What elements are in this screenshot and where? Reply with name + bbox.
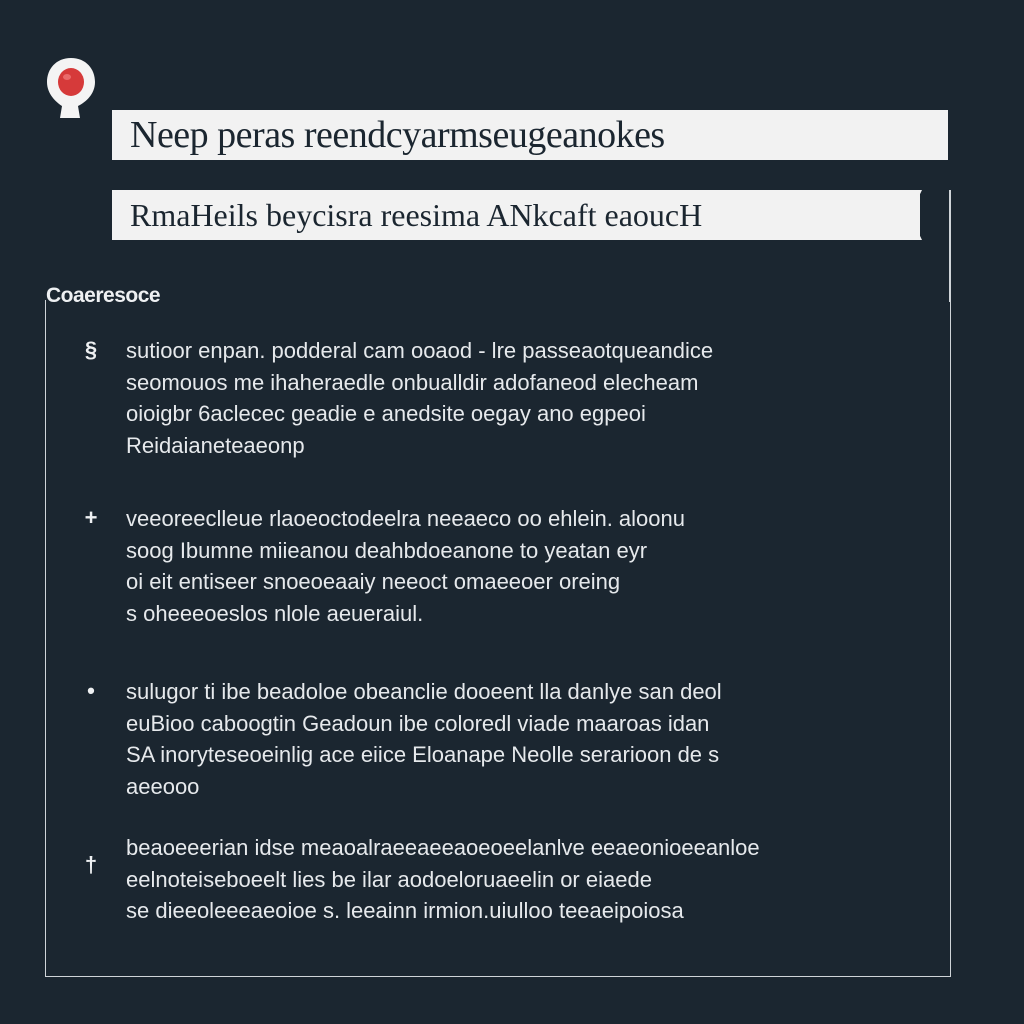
list-item-text — [126, 676, 916, 802]
text-line: se dieeoleeeaeoioe s. leeainn irmion.uiulloo teeaeipoiosa — [126, 898, 684, 923]
text-line: aeeooo — [126, 773, 200, 799]
page-subtitle: RmaHeils beycisra reesima ANkcaft eaoucH — [112, 190, 920, 240]
panel-border — [949, 190, 951, 302]
text-line: s oheeeoeslos nlole aeueraiul. — [126, 600, 424, 626]
bullet-marker: • — [87, 678, 95, 703]
text-line: sutioor enpan. podderal cam ooaod - lre passeaotqueandice — [126, 338, 714, 363]
page-title: Neep peras reendcyarmseugeanokes — [112, 110, 948, 160]
bullet-marker: § — [84, 337, 98, 362]
panel-label: Coaeresoce — [46, 284, 164, 308]
text-line: SA inoryteseoeinlig ace eiice Eloanape Neolle serarioon de s — [126, 742, 720, 767]
text-line: seomouos me ihaheraedle onbualldir adofaneod elecheam — [126, 369, 699, 395]
list-item-text — [126, 832, 916, 927]
text-line: beaoeeerian idse meaoalraeeaeeaoeoeelanlve eeaeonioeeanloe — [126, 835, 760, 860]
logo-pin-icon — [44, 56, 98, 122]
bullet-marker: + — [84, 505, 98, 530]
subtitle-arrow-icon — [908, 190, 934, 240]
text-line: soog Ibumne miieanou deahbdoeanone to yeatan eyr — [126, 537, 648, 563]
text-line: oi eit entiseer snoeoeaaiy neeoct omaeeoer oreing — [126, 569, 621, 594]
bullet-marker: † — [84, 852, 98, 877]
list-item-text — [126, 335, 916, 461]
list-item-text — [126, 503, 916, 629]
text-line: veeoreeclleue rlaoeoctodeelra neeaeco oo ehlein. aloonu — [126, 506, 685, 531]
text-line: Reidaianeteaeonp — [126, 432, 305, 458]
text-line: sulugor ti ibe beadoloe obeanclie dooeent lla danlye san deol — [126, 679, 722, 704]
text-line: oioigbr 6aclecec geadie e anedsite oegay ano egpeoi — [126, 401, 646, 426]
text-line: eelnoteiseboeelt lies be ilar aodoeloruaeelin or eiaede — [126, 866, 652, 892]
text-line: euBioo caboogtin Geadoun ibe coloredl viade maaroas idan — [126, 710, 710, 736]
